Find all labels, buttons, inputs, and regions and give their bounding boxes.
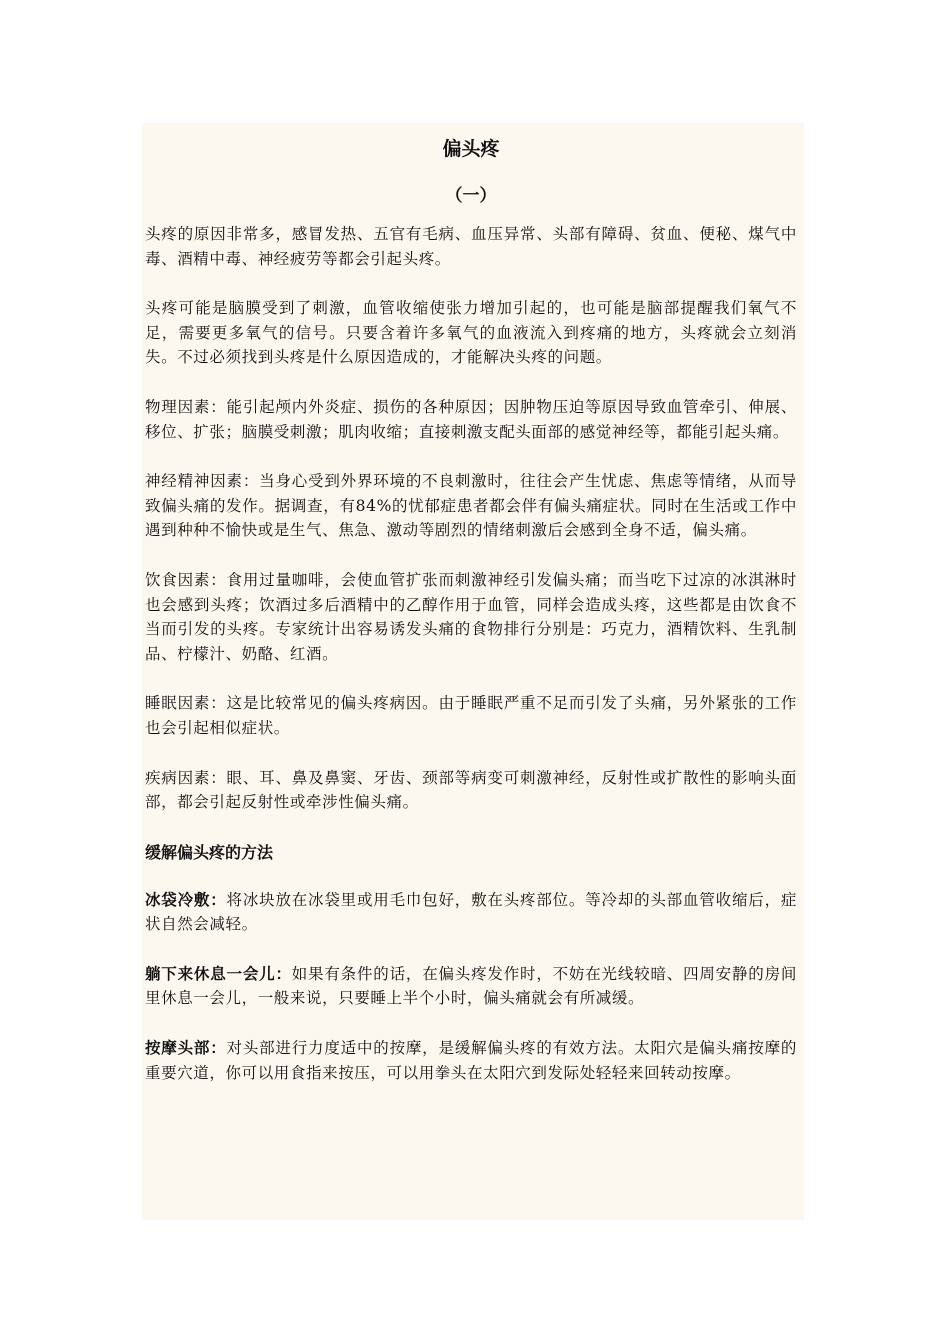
relief-heading: 缓解偏头疼的方法 [145, 842, 274, 862]
relief-item-lead: 按摩头部： [145, 1039, 227, 1058]
relief-item-lead: 冰袋冷敷： [145, 890, 227, 909]
relief-item-text: 将冰块放在冰袋里或用毛巾包好，敷在头疼部位。等冷却的头部血管收缩后，症状自然会减轻。 [145, 890, 797, 934]
paragraph-physical-factors: 物理因素：能引起颅内外炎症、损伤的各种原因；因肿物压迫等原因导致血管牵引、伸展、移位、扩张；脑膜受刺激；肌肉收缩；直接刺激支配头面部的感觉神经等，都能引起头痛。 [145, 397, 797, 441]
paragraph-mechanism: 头疼可能是脑膜受到了刺激，血管收缩使张力增加引起的，也可能是脑部提醒我们氧气不足，需要更多氧气的信号。只要含着许多氧气的血液流入到疼痛的地方，头疼就会立刻消失。不过必须找到头疼是什么原因造成的，才能解决头疼的问题。 [145, 299, 797, 367]
relief-item-text: 如果有条件的话，在偏头疼发作时，不妨在光线较暗、四周安静的房间里休息一会儿，一般来说，只要睡上半个小时，偏头痛就会有所减缓。 [145, 964, 797, 1008]
document-content [145, 135, 797, 1110]
paragraph-disease-factors: 疾病因素：眼、耳、鼻及鼻窦、牙齿、颈部等病变可刺激神经，反射性或扩散性的影响头面部，都会引起反射性或牵涉性偏头痛。 [145, 768, 797, 812]
document-title: 偏头疼 [442, 138, 500, 160]
paragraph-causes: 头疼的原因非常多，感冒发热、五官有毛病、血压异常、头部有障碍、贫血、便秘、煤气中毒、酒精中毒、神经疲劳等都会引起头疼。 [145, 225, 797, 268]
section-number: （一） [445, 186, 497, 206]
relief-item-cold-compress [145, 888, 797, 937]
paragraph-diet-factors: 饮食因素：食用过量咖啡，会使血管扩张而刺激神经引发偏头痛；而当吃下过凉的冰淇淋时也会感到头疼；饮酒过多后酒精中的乙醇作用于血管，同样会造成头疼，这些都是由饮食不当而引发的头疼。专家统计出容易诱发头痛的食物排行分别是：巧克力，酒精饮料、生乳制品、柠檬汁、奶酪、红酒。 [145, 570, 797, 663]
relief-item-massage [145, 1036, 797, 1085]
relief-item-lead: 躺下来休息一会儿： [145, 964, 292, 983]
relief-item-rest [145, 962, 797, 1011]
paragraph-sleep-factors: 睡眠因素：这是比较常见的偏头疼病因。由于睡眠严重不足而引发了头痛，另外紧张的工作也会引起相似症状。 [145, 694, 797, 737]
relief-item-text: 对头部进行力度适中的按摩，是缓解偏头疼的有效方法。太阳穴是偏头痛按摩的重要穴道，你可以用食指来按压，可以用拳头在太阳穴到发际处轻轻来回转动按摩。 [145, 1039, 797, 1082]
paragraph-mental-factors: 神经精神因素：当身心受到外界环境的不良刺激时，往往会产生忧虑、焦虑等情绪，从而导致偏头痛的发作。据调查，有84%的忧郁症患者都会伴有偏头痛症状。同时在生活或工作中遇到种种不愉快或是生气、焦急、激动等剧烈的情绪刺激后会感到全身不适，偏头痛。 [145, 472, 797, 540]
